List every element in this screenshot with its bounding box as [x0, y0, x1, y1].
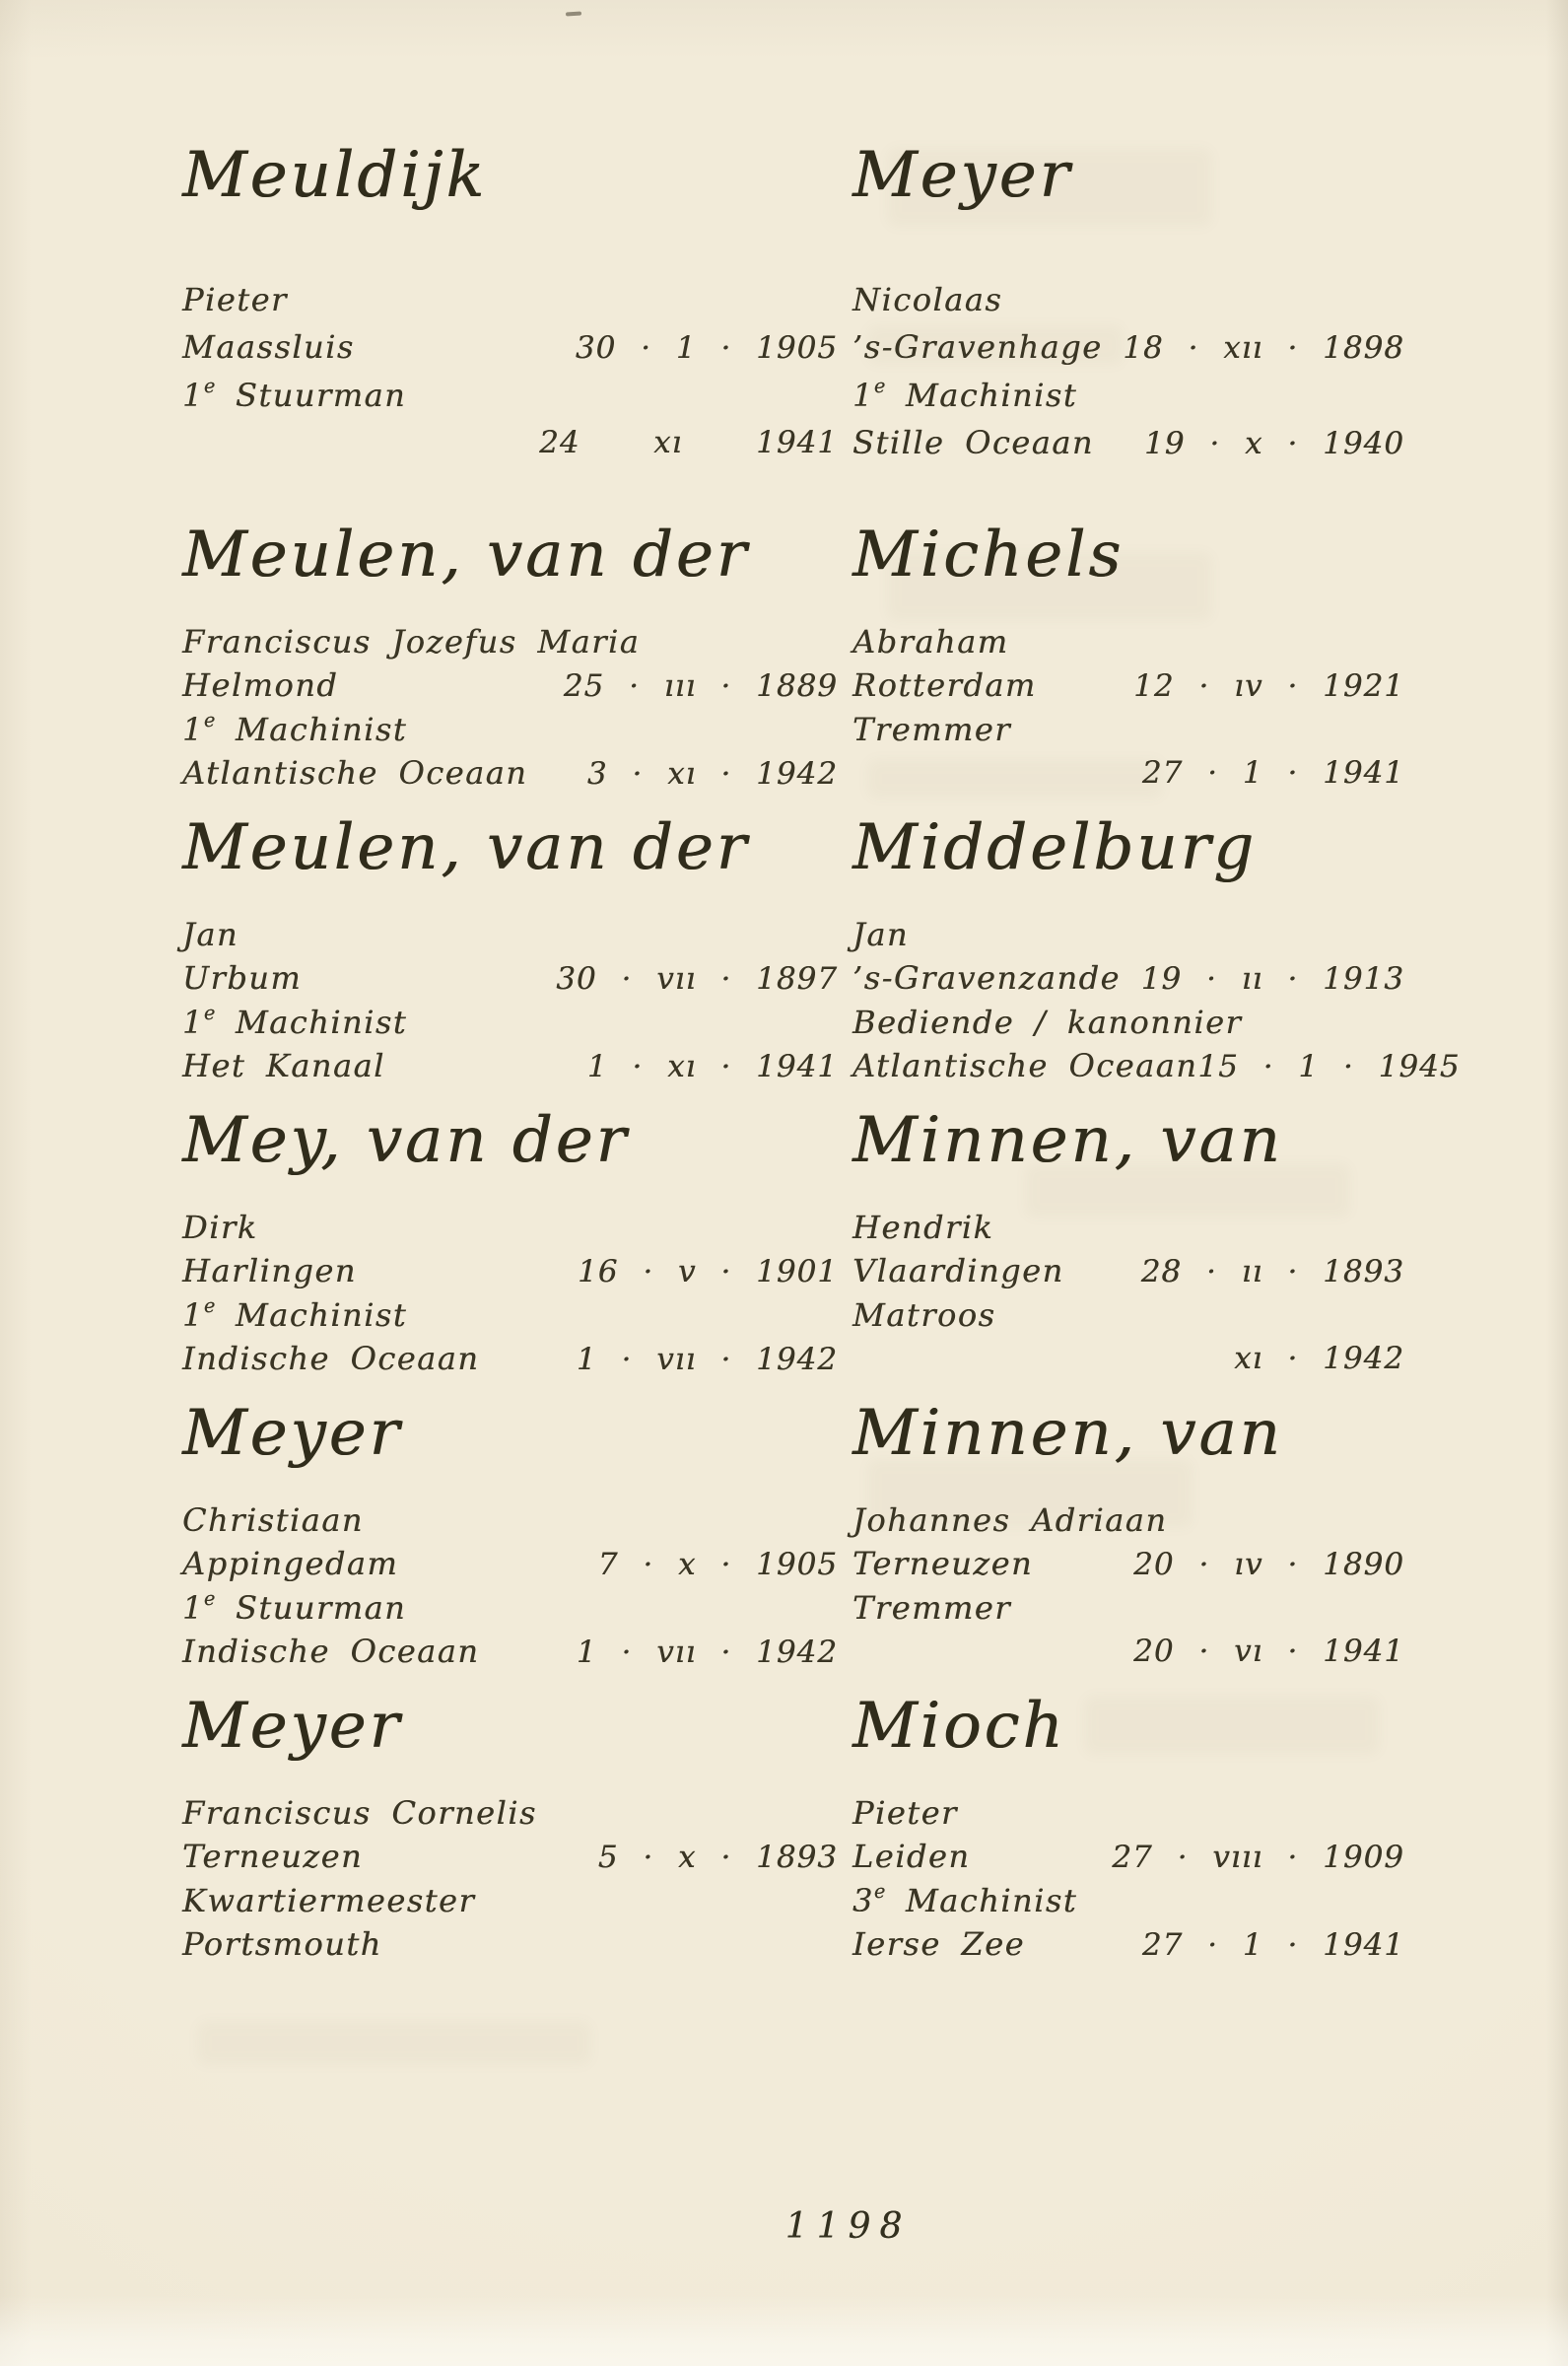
entry-given-name: Johannes Adriaan — [852, 1501, 1168, 1539]
entry-death-place: Indische Oceaan — [182, 1633, 480, 1670]
entry-birth-row — [182, 1835, 838, 1879]
entry-birth-place: Leiden — [852, 1838, 971, 1875]
entry-birth-date: 20 · ıv · 1890 — [1133, 1547, 1404, 1582]
entry-given-name: Pieter — [182, 281, 288, 318]
entry-surname: Meyer — [852, 139, 1073, 212]
entry-death-date: 19 · x · 1940 — [1144, 426, 1404, 461]
entry-death-row — [182, 1630, 838, 1674]
entry-birth-place: Maassluis — [182, 328, 355, 366]
entry — [852, 799, 1461, 1091]
entry-death-date: 1 · vıı · 1942 — [576, 1342, 838, 1377]
page-number: 1198 — [784, 2206, 912, 2247]
entry — [182, 126, 838, 506]
bleedthrough-smudge — [197, 2021, 591, 2065]
entry-death-date: 20 · vı · 1941 — [1133, 1634, 1404, 1669]
entry — [182, 1091, 838, 1384]
entry-birth-place: Appingedam — [182, 1545, 399, 1582]
scan-artifact-dash — [566, 11, 581, 16]
entry-birth-row — [182, 956, 838, 1001]
entry — [182, 799, 838, 1091]
entry-surname: Meulen, van der — [182, 811, 750, 884]
entry-birth-row — [852, 1835, 1404, 1879]
entry-surname: Middelburg — [852, 811, 1258, 884]
entry-death-row — [182, 419, 838, 466]
entry-birth-date: 18 · xıı · 1898 — [1123, 330, 1404, 366]
entry-rank: Tremmer — [852, 1589, 1011, 1627]
entry-surname: Minnen, van — [852, 1397, 1283, 1470]
entry-birth-date: 30 · vıı · 1897 — [556, 961, 838, 997]
entry — [852, 1677, 1404, 1970]
entry-birth-date: 7 · x · 1905 — [597, 1547, 838, 1582]
entry — [852, 1091, 1404, 1384]
entry-surname: Mey, van der — [182, 1104, 630, 1177]
entry-death-row — [852, 419, 1404, 467]
entry-death-place: Atlantische Oceaan — [182, 754, 528, 792]
left-column — [182, 126, 838, 1970]
entry-death-date: 24 xı 1941 — [539, 425, 838, 460]
entry-death-row — [182, 1922, 838, 1966]
entry-rank: 1e Machinist — [182, 1002, 408, 1041]
entry-birth-place: Harlingen — [182, 1252, 357, 1289]
entry-birth-date: 25 · ııı · 1889 — [563, 668, 838, 704]
entry-given-name: Nicolaas — [852, 281, 1003, 318]
right-column — [852, 126, 1461, 1970]
entry-birth-row — [852, 663, 1404, 708]
entry-birth-place: Helmond — [182, 666, 339, 704]
entry-birth-place: ’s-Gravenzande — [852, 959, 1121, 997]
entry-birth-row — [852, 323, 1404, 372]
entry-birth-row — [182, 663, 838, 708]
entry-birth-row — [852, 1542, 1404, 1586]
entry-rank: 1e Stuurman — [182, 375, 407, 414]
entry-rank: 1e Machinist — [182, 1294, 408, 1334]
entry-death-date: 1 · xı · 1941 — [586, 1049, 838, 1084]
entry-surname: Mioch — [852, 1690, 1066, 1763]
entry-birth-row — [182, 1542, 838, 1586]
entry-birth-date: 12 · ıv · 1921 — [1133, 668, 1404, 704]
entry — [852, 506, 1404, 799]
entry-given-name: Franciscus Cornelis — [182, 1794, 537, 1832]
entry-surname: Michels — [852, 519, 1125, 592]
entry-death-place: Indische Oceaan — [182, 1340, 480, 1377]
entry-birth-row — [852, 956, 1404, 1001]
entry-death-row — [852, 751, 1404, 795]
entry-columns — [182, 126, 1461, 1970]
entry-rank: 3e Machinist — [852, 1880, 1078, 1919]
entry-birth-place: Vlaardingen — [852, 1252, 1064, 1289]
entry-death-row — [182, 1337, 838, 1381]
entry-rank: Bediende / kanonnier — [852, 1004, 1243, 1041]
entry-death-place: Het Kanaal — [182, 1047, 385, 1084]
entry-death-date: xı · 1942 — [1234, 1341, 1404, 1376]
entry-death-date: 3 · xı · 1942 — [586, 756, 838, 792]
entry-surname: Meyer — [182, 1397, 403, 1470]
entry-rank: 1e Stuurman — [182, 1587, 407, 1627]
entry-surname: Minnen, van — [852, 1104, 1283, 1177]
entry-rank: 1e Machinist — [182, 709, 408, 748]
entry-given-name: Jan — [852, 916, 910, 953]
entry-rank: Kwartiermeester — [182, 1882, 476, 1919]
entry — [852, 126, 1404, 506]
entry-death-date: 15 · 1 · 1945 — [1197, 1049, 1461, 1084]
entry-surname: Meuldijk — [182, 139, 488, 212]
entry-death-row — [852, 1630, 1404, 1673]
entry — [182, 1384, 838, 1677]
entry-death-place: Atlantische Oceaan — [852, 1047, 1198, 1084]
entry-birth-date: 28 · ıı · 1893 — [1140, 1254, 1404, 1289]
entry-birth-place: Terneuzen — [852, 1545, 1034, 1582]
entry-surname: Meulen, van der — [182, 519, 750, 592]
entry-given-name: Abraham — [852, 623, 1009, 661]
entry-death-row — [182, 1044, 838, 1088]
entry-birth-date: 30 · 1 · 1905 — [575, 330, 838, 366]
entry-surname: Meyer — [182, 1690, 403, 1763]
entry — [182, 1677, 838, 1970]
entry-given-name: Hendrik — [852, 1209, 994, 1246]
entry-death-place: Stille Oceaan — [852, 424, 1094, 461]
entry-birth-date: 27 · vııı · 1909 — [1112, 1840, 1404, 1875]
entry-death-place: Ierse Zee — [852, 1925, 1026, 1963]
entry-birth-place: ’s-Gravenhage — [852, 328, 1103, 366]
entry-birth-place: Rotterdam — [852, 666, 1037, 704]
entry-rank: 1e Machinist — [852, 375, 1078, 414]
entry-death-row — [852, 1337, 1404, 1380]
entry-given-name: Dirk — [182, 1209, 258, 1246]
entry-birth-row — [182, 323, 838, 372]
entry-birth-date: 16 · v · 1901 — [578, 1254, 838, 1289]
entry-rank: Tremmer — [852, 711, 1011, 748]
entry-birth-row — [852, 1249, 1404, 1293]
entry-death-date: 1 · vıı · 1942 — [576, 1635, 838, 1670]
entry-birth-date: 19 · ıı · 1913 — [1140, 961, 1404, 997]
entry-given-name: Franciscus Jozefus Maria — [182, 623, 641, 661]
entry-death-place: Portsmouth — [182, 1925, 382, 1963]
entry-birth-place: Terneuzen — [182, 1838, 364, 1875]
entry-death-date: 27 · 1 · 1941 — [1141, 755, 1404, 791]
entry-birth-date: 5 · x · 1893 — [597, 1840, 838, 1875]
entry-given-name: Pieter — [852, 1794, 958, 1832]
entry-death-date: 27 · 1 · 1941 — [1141, 1927, 1404, 1963]
entry-birth-place: Urbum — [182, 959, 303, 997]
entry — [852, 1384, 1404, 1677]
entry-death-row — [852, 1922, 1404, 1967]
entry-given-name: Christiaan — [182, 1501, 364, 1539]
entry-birth-row — [182, 1249, 838, 1293]
entry-rank: Matroos — [852, 1296, 996, 1334]
entry-death-row — [852, 1044, 1461, 1088]
entry — [182, 506, 838, 799]
entry-death-row — [182, 751, 838, 796]
entry-given-name: Jan — [182, 916, 239, 953]
